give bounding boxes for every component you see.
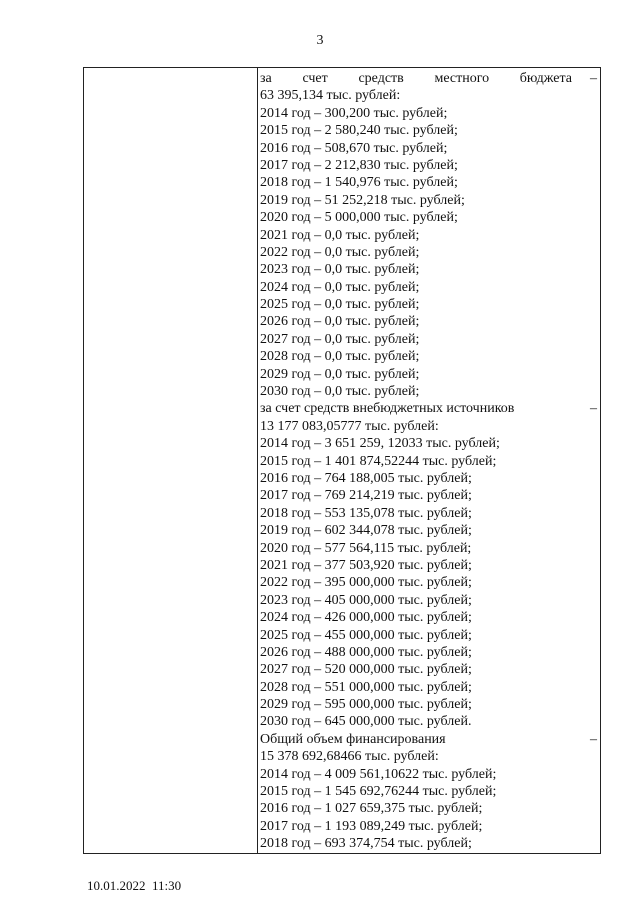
year-amount-line: 2015 год – 1 401 874,52244 тыс. рублей;	[260, 453, 497, 469]
year-amount-line: 2014 год – 300,200 тыс. рублей;	[260, 105, 448, 121]
year-amount-line: 2027 год – 0,0 тыс. рублей;	[260, 331, 420, 347]
year-amount-line: 2025 год – 455 000,000 тыс. рублей;	[260, 627, 472, 643]
year-amount-line: 2018 год – 1 540,976 тыс. рублей;	[260, 175, 458, 191]
local-budget-total-text: 63 395,134 тыс. рублей:	[260, 88, 401, 104]
year-amount-line: 2019 год – 51 252,218 тыс. рублей;	[260, 192, 465, 208]
year-amount-line: 2014 год – 3 651 259, 12033 тыс. рублей;	[260, 436, 500, 452]
extra-budget-dash: –	[590, 401, 597, 417]
year-amount-line: 2019 год – 602 344,078 тыс. рублей;	[260, 523, 472, 539]
print-timestamp	[87, 878, 181, 894]
year-amount-line: 2029 год – 595 000,000 тыс. рублей;	[260, 697, 472, 713]
local-budget-dash: –	[590, 71, 597, 86]
total-financing-dash: –	[590, 731, 597, 747]
total-financing-total: 15 378 692,68466 тыс. рублей:	[260, 749, 439, 765]
year-amount-line: 2018 год – 553 135,078 тыс. рублей;	[260, 505, 472, 521]
year-amount-line: 2028 год – 0,0 тыс. рублей;	[260, 349, 420, 365]
year-amount-line: 2021 год – 0,0 тыс. рублей;	[260, 227, 420, 243]
year-amount-line: 2014 год – 4 009 561,10622 тыс. рублей;	[260, 766, 497, 782]
print-time: 11:30	[152, 878, 182, 893]
year-amount-line: 2020 год – 577 564,115 тыс. рублей;	[260, 540, 472, 556]
year-amount-line: 2022 год – 0,0 тыс. рублей;	[260, 244, 420, 260]
year-amount-line: 2017 год – 1 193 089,249 тыс. рублей;	[260, 818, 483, 834]
year-amount-line: 2024 год – 0,0 тыс. рублей;	[260, 279, 420, 295]
total-financing-heading	[260, 731, 598, 748]
year-amount-line: 2029 год – 0,0 тыс. рублей;	[260, 366, 420, 382]
print-date: 10.01.2022	[87, 878, 146, 893]
financing-cell	[260, 70, 598, 853]
extra-budget-heading	[260, 400, 598, 417]
year-amount-line: 2020 год – 5 000,000 тыс. рублей;	[260, 210, 458, 226]
year-amount-line: 2022 год – 395 000,000 тыс. рублей;	[260, 575, 472, 591]
year-amount-line: 2030 год – 0,0 тыс. рублей;	[260, 384, 420, 400]
year-amount-line: 2021 год – 377 503,920 тыс. рублей;	[260, 557, 472, 573]
year-amount-line: 2016 год – 508,670 тыс. рублей;	[260, 140, 448, 156]
column-divider	[257, 68, 258, 853]
financing-table	[83, 67, 601, 854]
total-financing-years	[260, 766, 598, 853]
year-amount-line: 2023 год – 405 000,000 тыс. рублей;	[260, 592, 472, 608]
year-amount-line: 2017 год – 769 214,219 тыс. рублей;	[260, 488, 472, 504]
year-amount-line: 2028 год – 551 000,000 тыс. рублей;	[260, 679, 472, 695]
year-amount-line: 2030 год – 645 000,000 тыс. рублей.	[260, 714, 472, 730]
year-amount-line: 2015 год – 2 580,240 тыс. рублей;	[260, 123, 458, 139]
year-amount-line: 2027 год – 520 000,000 тыс. рублей;	[260, 662, 472, 678]
year-amount-line: 2024 год – 426 000,000 тыс. рублей;	[260, 610, 472, 626]
extra-budget-total: 13 177 083,05777 тыс. рублей:	[260, 418, 439, 434]
year-amount-line: 2018 год – 693 374,754 тыс. рублей;	[260, 836, 472, 852]
local-budget-heading: за счет средств местного бюджета	[260, 71, 572, 86]
local-budget-total	[260, 87, 598, 104]
local-budget-years	[260, 105, 598, 401]
page-number: 3	[316, 33, 324, 48]
year-amount-line: 2026 год – 488 000,000 тыс. рублей;	[260, 644, 472, 660]
year-amount-line: 2015 год – 1 545 692,76244 тыс. рублей;	[260, 784, 497, 800]
year-amount-line: 2026 год – 0,0 тыс. рублей;	[260, 314, 420, 330]
total-financing-heading-text: Общий объем финансирования	[260, 731, 446, 747]
year-amount-line: 2025 год – 0,0 тыс. рублей;	[260, 297, 420, 313]
year-amount-line: 2016 год – 764 188,005 тыс. рублей;	[260, 470, 472, 486]
extra-budget-years	[260, 435, 598, 731]
year-amount-line: 2016 год – 1 027 659,375 тыс. рублей;	[260, 801, 483, 817]
year-amount-line: 2017 год – 2 212,830 тыс. рублей;	[260, 157, 458, 173]
year-amount-line: 2023 год – 0,0 тыс. рублей;	[260, 262, 420, 278]
extra-budget-heading-text: за счет средств внебюджетных источников	[260, 401, 515, 417]
